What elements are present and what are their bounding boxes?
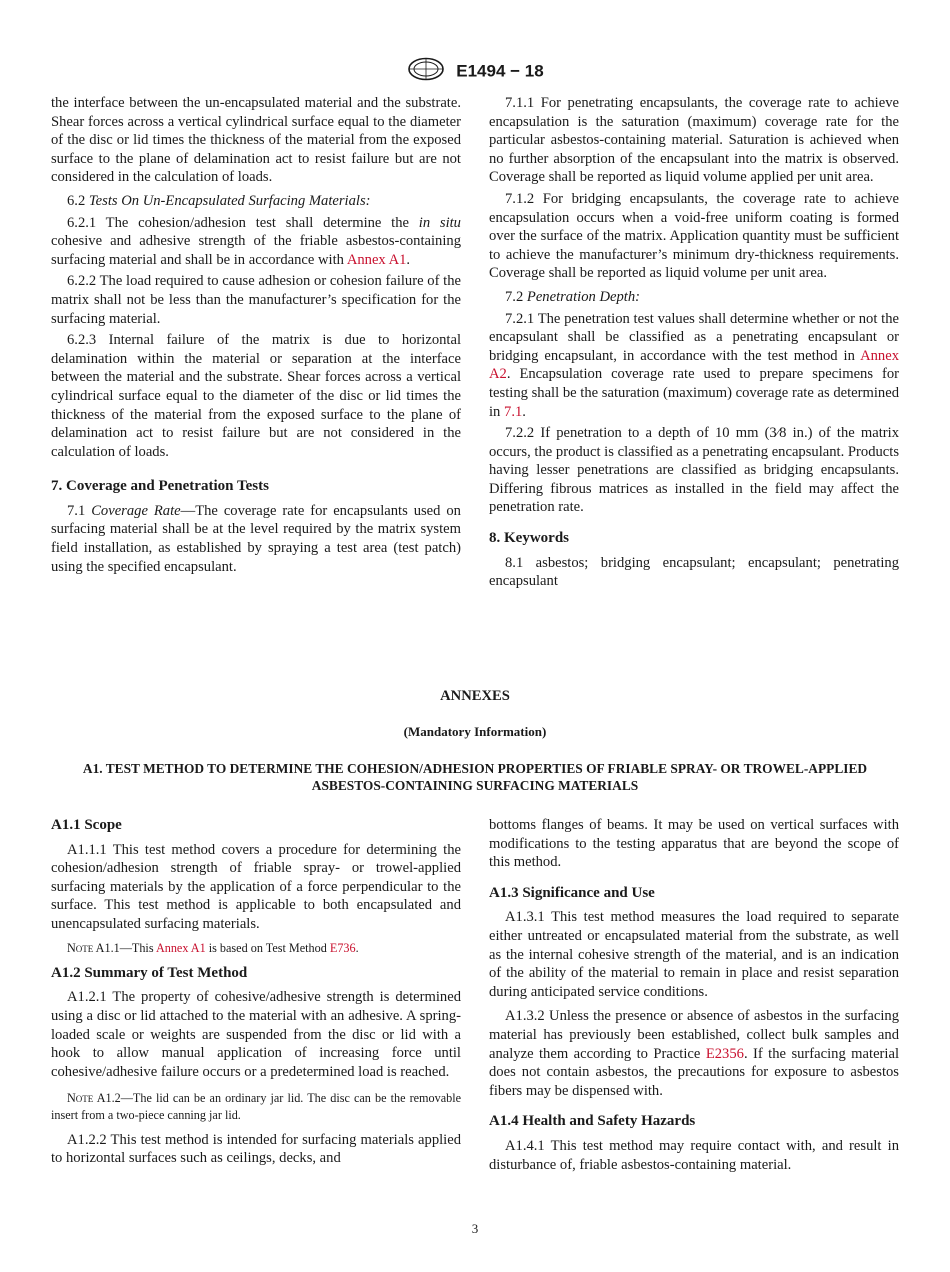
note-a1-1: Note A1.1—This Annex A1 is based on Test Method E736.	[67, 940, 359, 955]
a1-3-2: A1.3.2 Unless the presence or absence of asbestos in the surfacing material has previously been established, collect bulk samples and analyze them according to Practice E2356. If the surfacing material does not contain asbestos, the precautions for exposure to asbestos fibers may be dispensed with.	[489, 1008, 899, 1099]
section-7-2-heading: 7.2 Penetration Depth:	[505, 288, 640, 305]
page-number: 3	[471, 1221, 479, 1236]
right-column-bottom	[489, 816, 899, 1177]
standard-designation: E1494 − 18	[456, 61, 544, 81]
paragraph-continued: the interface between the un-encapsulated material and the substrate. Shear forces across a vertical cylindrical surface equal to the diameter of the disc or lid times the thickness of the material from the exposed surface to the plane of delamination act to resist failure but are not considered in the calculation of loads.	[51, 95, 461, 186]
a1-4-title: A1.4 Health and Safety Hazards	[489, 1113, 696, 1130]
a1-4-1: A1.4.1 This test method may require contact with, and result in disturbance of, friable asbestos-containing material.	[489, 1137, 899, 1173]
annex-a1-link[interactable]: Annex A1	[346, 251, 407, 268]
section-6-2-3: 6.2.3 Internal failure of the matrix is due to horizontal delamination within the material or separation at the interface between the material and the substrate. Shear forces across a vertical cylindrical surface equal to the diameter of the disc or lid times the thickness of the material from the exposed surface to the plane of delamination act to resist failure but are not considered in the calculation of loads.	[51, 332, 461, 460]
section-6-2-heading: 6.2 Tests On Un-Encapsulated Surfacing Materials:	[67, 192, 371, 209]
right-column-top	[489, 94, 899, 594]
section-8-1: 8.1 asbestos; bridging encapsulant; encapsulant; penetrating encapsulant	[489, 554, 899, 590]
note-a1-2: Note A1.2—The lid can be an ordinary jar lid. The disc can be the removable insert from a two-piece canning jar lid.	[51, 1091, 461, 1122]
section-6-2-1: 6.2.1 The cohesion/adhesion test shall determine the in situ cohesive and adhesive strength of the friable asbestos-containing surfacing material and shall be in accordance with Annex A1.	[51, 214, 461, 268]
page-header	[0, 57, 950, 86]
astm-logo-icon	[406, 57, 446, 86]
a1-3-1: A1.3.1 This test method measures the load required to separate either untreated or encapsulated material from the substrate, as well as the internal cohesive strength of the material, and is an indication of the ability of the material to remain in place and resist separation during anticipated service conditions.	[489, 909, 899, 1000]
section-7-1-1: 7.1.1 For penetrating encapsulants, the coverage rate to achieve encapsulation is the saturation (maximum) coverage rate for the particular asbestos-containing material. Saturation is achieved when no further absorption of the encapsulant into the matrix is observed. Coverage shall be reported as liquid volume applied per unit area.	[489, 95, 899, 186]
left-column-bottom	[51, 816, 461, 1171]
a1-1-title: A1.1 Scope	[51, 817, 122, 833]
section-7-1-link[interactable]: 7.1	[504, 403, 523, 420]
paragraph-continued-annex: bottoms flanges of beams. It may be used on vertical surfaces with modifications to the testing apparatus that are beyond the scope of this method.	[489, 817, 899, 871]
section-7-title: 7. Coverage and Penetration Tests	[51, 478, 269, 495]
annex-a2-link[interactable]: Annex A2	[489, 347, 899, 383]
e2356-link[interactable]: E2356	[705, 1045, 744, 1062]
section-7-1-2: 7.1.2 For bridging encapsulants, the coverage rate to achieve encapsulation occurs when a void-free uniform coating is formed over the surface of the matrix. Application quantity must be sufficient to achieve the manufacturer’s minimum dry-thickness requirements. Coverage shall be reported as liquid volume per unit area.	[489, 190, 899, 282]
section-7-1: 7.1 Coverage Rate—The coverage rate for encapsulants used on surfacing material shall be at the level required by the matrix system field installation, as established by spraying a test area (test patch) using the specified encapsulant.	[51, 502, 461, 575]
a1-3-title: A1.3 Significance and Use	[489, 884, 655, 901]
annexes-heading: ANNEXES	[440, 688, 510, 704]
a1-2-title: A1.2 Summary of Test Method	[51, 964, 248, 981]
a1-2-2: A1.2.2 This test method is intended for surfacing materials applied to horizontal surfaces such as ceilings, decks, and	[51, 1131, 461, 1167]
annex-a1-note-link[interactable]: Annex A1	[155, 940, 206, 955]
annex-a1-title: A1. TEST METHOD TO DETERMINE THE COHESION/ADHESION PROPERTIES OF FRIABLE SPRAY- OR TROWEL-APPLIED ASBESTOS-CONTAINING SURFACING MATERIALS	[82, 761, 868, 793]
e736-link[interactable]: E736	[329, 940, 356, 955]
a1-1-1: A1.1.1 This test method covers a procedure for determining the cohesion/adhesion strength of friable spray- or trowel-applied surfacing materials by the application of a force perpendicular to the surface. This test method is applicable to both encapsulated and unencapsulated surfacing materials.	[51, 841, 461, 932]
section-8-title: 8. Keywords	[489, 530, 569, 547]
a1-2-1: A1.2.1 The property of cohesive/adhesive strength is determined using a disc or lid attached to the material with an adhesive. A spring-loaded scale or weights are suspended from the disc or lid with a hook to allow manual application of increasing force until cohesive/adhesive failure occurs or a predetermined load is reached.	[51, 989, 461, 1080]
left-column-top	[51, 94, 461, 579]
mandatory-info-subheading: (Mandatory Information)	[403, 724, 547, 739]
section-7-2-1: 7.2.1 The penetration test values shall determine whether or not the encapsulant shall be classified as a penetrating encapsulant or bridging encapsulant, in accordance with the test method in Annex A2. Encapsulation coverage rate used to prepare specimens for testing shall be the saturation (maximum) coverage rate as determined in 7.1.	[489, 310, 899, 420]
section-6-2-2: 6.2.2 The load required to cause adhesion or cohesion failure of the matrix shall not be less than the manufacturer’s specification for the surfacing material.	[51, 273, 461, 327]
section-7-2-2: 7.2.2 If penetration to a depth of 10 mm (3⁄8 in.) of the matrix occurs, the product is classified as a penetrating encapsulant. Products having lesser penetrations are classified as bridging encapsulants. Differing fibrous matrices as installed in the field may affect the penetration rate.	[489, 425, 899, 516]
